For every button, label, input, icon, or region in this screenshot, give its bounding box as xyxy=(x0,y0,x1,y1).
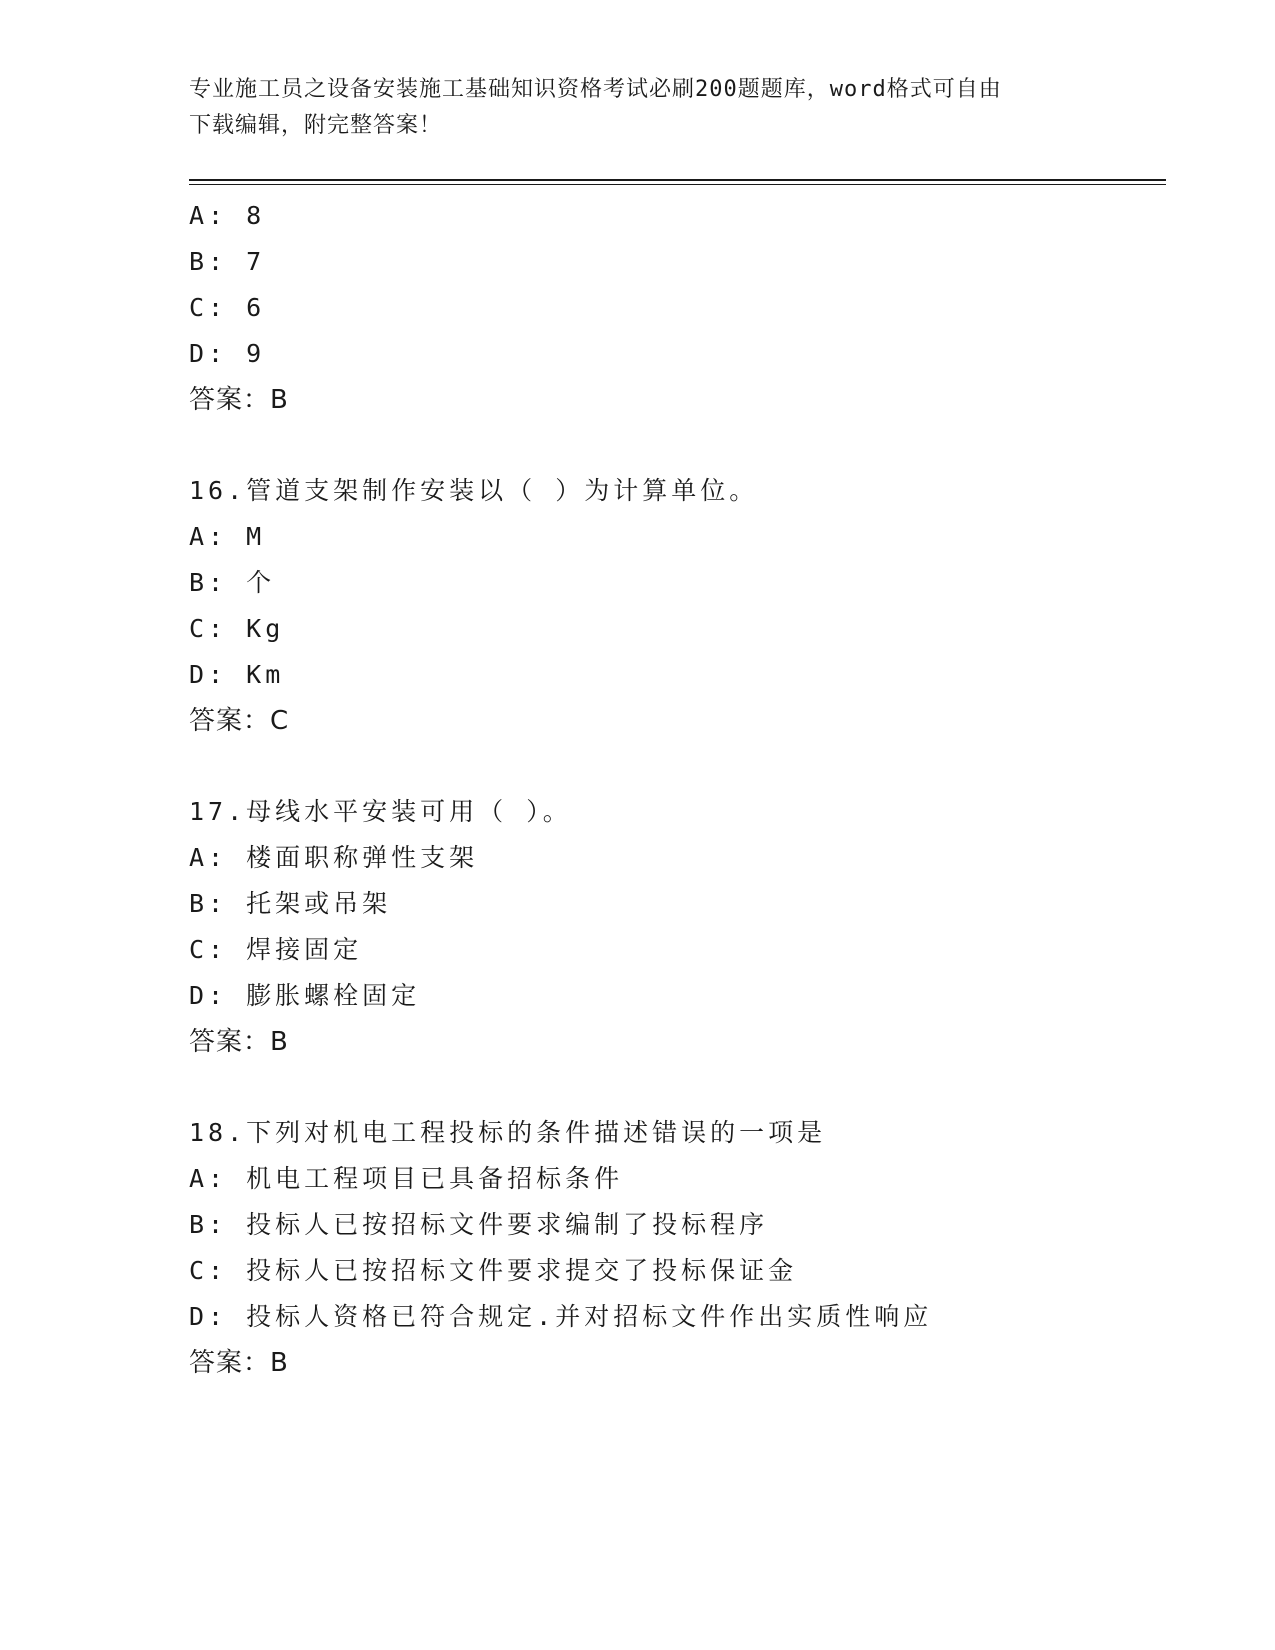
option-d: D: Km xyxy=(189,660,285,689)
answer-line: 答案：B xyxy=(189,385,289,415)
question-title: 16.管道支架制作安装以（ ）为计算单位。 xyxy=(189,476,759,505)
question-title: 18.下列对机电工程投标的条件描述错误的一项是 xyxy=(189,1118,827,1147)
option-c: C: 投标人已按招标文件要求提交了投标保证金 xyxy=(189,1256,798,1285)
question-17 xyxy=(189,789,1166,1065)
option-b: B: 托架或吊架 xyxy=(189,889,392,918)
spacer xyxy=(189,1065,1166,1110)
answer-line: 答案：B xyxy=(189,1348,289,1378)
header-divider-thick xyxy=(189,179,1166,181)
option-d: D: 9 xyxy=(189,339,266,368)
option-a: A: 8 xyxy=(189,201,266,230)
spacer xyxy=(189,744,1166,789)
question-list xyxy=(189,193,1166,1386)
option-d: D: 投标人资格已符合规定.并对招标文件作出实质性响应 xyxy=(189,1302,933,1331)
document-header xyxy=(189,72,1089,144)
option-c: C: 焊接固定 xyxy=(189,935,363,964)
option-c: C: Kg xyxy=(189,614,285,643)
option-a: A: M xyxy=(189,522,266,551)
spacer xyxy=(189,423,1166,468)
option-a: A: 楼面职称弹性支架 xyxy=(189,843,479,872)
question-title: 17.母线水平安装可用（ ）。 xyxy=(189,797,572,826)
option-b: B: 投标人已按招标文件要求编制了投标程序 xyxy=(189,1210,769,1239)
option-c: C: 6 xyxy=(189,293,266,322)
option-d: D: 膨胀螺栓固定 xyxy=(189,981,421,1010)
header-line-2: 下载编辑，附完整答案！ xyxy=(189,113,443,138)
answer-line: 答案：B xyxy=(189,1027,289,1057)
option-b: B: 7 xyxy=(189,247,266,276)
header-divider-thin xyxy=(189,184,1166,185)
question-15-continued xyxy=(189,193,1166,423)
answer-line: 答案：C xyxy=(189,706,290,736)
header-line-1: 专业施工员之设备安装施工基础知识资格考试必刷200题题库，word格式可自由 xyxy=(189,77,1002,102)
question-18 xyxy=(189,1110,1166,1386)
option-a: A: 机电工程项目已具备招标条件 xyxy=(189,1164,624,1193)
question-16 xyxy=(189,468,1166,744)
option-b: B: 个 xyxy=(189,568,276,597)
